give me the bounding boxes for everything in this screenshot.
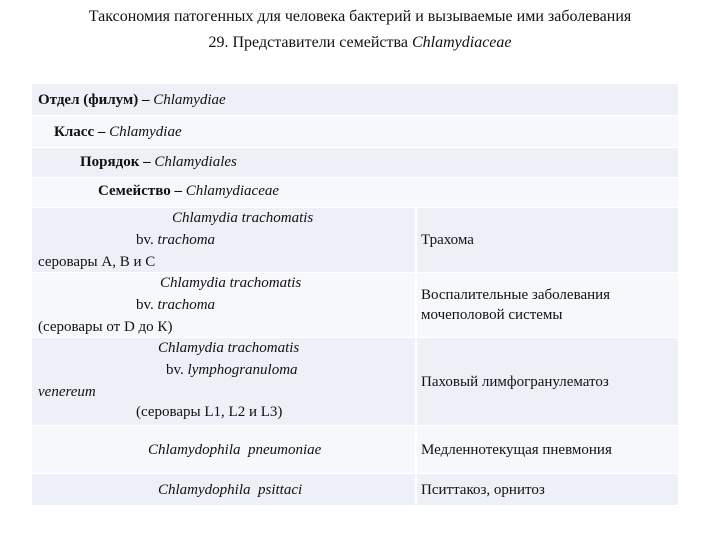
class-label: Класс – [54, 124, 106, 140]
class-cell [54, 124, 182, 141]
disease-cell [417, 338, 678, 425]
disease-name: Пситтакоз, орнитоз [421, 482, 545, 498]
disease-cell [417, 426, 678, 473]
page-subtitle [0, 34, 720, 52]
division-label: Отдел (филум) – [38, 92, 150, 108]
organism-cell [32, 273, 415, 337]
table-row [32, 474, 678, 506]
order-cell [80, 154, 237, 171]
subtitle-family: Chlamydiaceae [411, 34, 512, 51]
biovar-name: bv. trachoma [136, 297, 216, 313]
serovars: (серовары от D до К) [38, 319, 173, 335]
table-row-division [32, 84, 678, 116]
species-name: Chlamydia trachomatis [172, 210, 314, 226]
class-name: Chlamydiae [109, 124, 182, 140]
biovar-epithet: trachoma [157, 297, 216, 313]
family-cell [98, 183, 279, 200]
organism-cell [32, 208, 415, 272]
division-name: Chlamydiae [153, 92, 226, 108]
table-row-class [32, 116, 678, 148]
family-label: Семейство – [98, 183, 182, 199]
disease-cell [417, 474, 678, 505]
subtitle-prefix: 29. Представители семейства [208, 34, 412, 51]
disease-cell [417, 273, 678, 337]
disease-name: Паховый лимфогранулематоз [421, 374, 609, 390]
species-name: Chlamydia trachomatis [160, 275, 302, 291]
page-title: Таксономия патогенных для человека бактерий и вызываемые ими заболевания [88, 8, 632, 25]
species-name: Chlamydophila psittaci [158, 482, 303, 498]
serovars: (серовары L1, L2 и L3) [136, 404, 283, 420]
biovar-epithet: trachoma [157, 232, 216, 248]
disease-name: Медленнотекущая пневмония [421, 442, 612, 458]
order-label: Порядок – [80, 154, 151, 170]
table-row [32, 426, 678, 474]
disease-cell [417, 208, 678, 272]
order-name: Chlamydiales [154, 154, 237, 170]
biovar-epithet: lymphogranuloma [187, 362, 298, 378]
organism-cell [32, 426, 415, 473]
biovar-name: bv. lymphogranuloma [166, 362, 298, 378]
disease-name-line2: мочеполовой системы [421, 307, 563, 323]
division-cell [38, 92, 226, 109]
organism-cell [32, 474, 415, 505]
table-row [32, 208, 678, 273]
species-name: Chlamydia trachomatis [158, 340, 300, 356]
biovar-name: bv. trachoma [136, 232, 216, 248]
table-row-order [32, 148, 678, 178]
organism-cell [32, 338, 415, 425]
disease-name: Трахома [421, 232, 474, 248]
biovar-continuation: venereum [38, 384, 96, 400]
table-row [32, 273, 678, 338]
species-name: Chlamydophila pneumoniae [148, 442, 322, 458]
serovars: серовары А, В и С [38, 254, 156, 270]
table-row-family [32, 178, 678, 208]
disease-name-line1: Воспалительные заболевания [421, 287, 611, 303]
table-row [32, 338, 678, 426]
family-name: Chlamydiaceae [185, 183, 280, 199]
